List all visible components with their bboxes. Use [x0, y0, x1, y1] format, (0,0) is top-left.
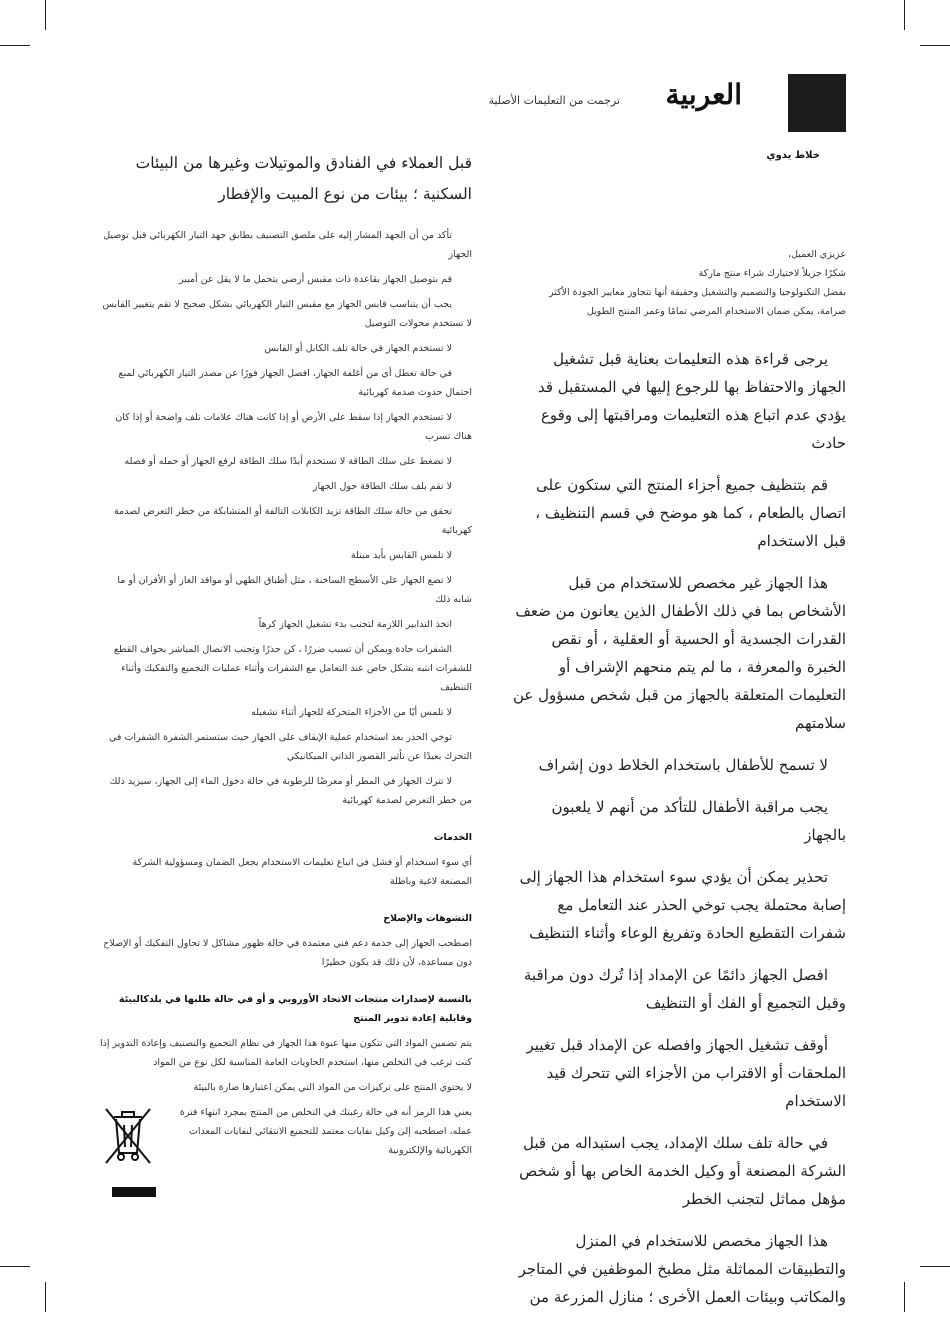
right-column	[512, 345, 846, 1325]
intro-block	[520, 245, 846, 321]
quality-statement: بفضل التكنولوجيا والتصميم والتشغيل وحقيقة أنها تتجاوز معايير الجودة الأكثر صرامة، يمكن ضمان الاستخدام المرضي تمامًا وعمر المنتج الطويل	[548, 287, 846, 317]
safety-item: لا تستخدم الجهاز في حالة تلف الكابل أو القابس	[264, 343, 452, 354]
crop-mark	[920, 1266, 950, 1267]
translation-note: ترجمت من التعليمات الأصلية	[488, 94, 620, 107]
repairs-text: اصطحب الجهاز إلى خدمة دعم فني معتمدة في حالة ظهور مشاكل لا تحاول التفكيك أو الإصلاح دون مساعدة، لأن ذلك قد يكون خطيرًا	[103, 938, 472, 968]
product-name: خلاط يدوي	[766, 150, 820, 161]
paragraph: قم بتنظيف جميع أجزاء المنتج التي ستكون على اتصال بالطعام ، كما هو موضح في قسم التنظيف ، قبل الاستخدام	[535, 476, 846, 550]
thanks-line: شكرًا جزيلاً لاختيارك شراء منتج ماركة	[698, 268, 846, 279]
safety-item: لا تترك الجهاز في المطر أو معرضًا للرطوبة في حالة دخول الماء إلى الجهاز، سيزيد ذلك من خطر التعرض لصدمة كهربائية	[109, 776, 472, 806]
crop-mark	[904, 0, 905, 30]
safety-item: لا تضغط على سلك الطاقة لا تستخدم أبدًا سلك الطاقة لرفع الجهاز أو حمله أو فصله	[124, 456, 452, 467]
weee-bar	[112, 1187, 156, 1197]
safety-item: توخي الحذر بعد استخدام عملية الإيقاف على الجهاز حيث ستستمر الشفرة الشفرات في التحرك بعيدًا عن تأثير القصور الذاتي الميكانيكي	[108, 732, 472, 762]
safety-item: اتخذ التدابير اللازمة لتجنب بدء تشغيل الجهاز كرهاً	[258, 619, 452, 630]
crop-mark	[920, 45, 950, 46]
eu-recycling-text: يتم تضمين المواد التي تتكون منها عبوة هذا الجهاز في نظام التجميع والتصنيف وإعادة التدوير إذا كنت ترغب في التخلص منها، استخدم الحاويات العامة المناسبة لكل نوع من المواد	[100, 1038, 472, 1068]
continued-heading: قبل العملاء في الفنادق والموتيلات وغيرها من البيئات السكنية ؛ بيئات من نوع المبيت والإفطار	[135, 154, 472, 203]
paragraph: في حالة تلف سلك الإمداد، يجب استبداله من قبل الشركة المصنعة أو وكيل الخدمة الخاص بها أو شخص مؤهل مماثل لتجنب الخطر	[519, 1134, 846, 1208]
paragraph: هذا الجهاز مخصص للاستخدام في المنزل والتطبيقات المماثلة مثل مطبخ الموظفين في المتاجر والمكاتب وبيئات العمل الأخرى ؛ منازل المزرعة من	[518, 1232, 846, 1306]
safety-item: لا تستخدم الجهاز إذا سقط على الأرض أو إذا كانت هناك علامات تلف واضحة أو إذا كان هناك تسرب	[115, 412, 472, 442]
safety-item: الشفرات حادة ويمكن أن تسبب ضررًا ، كن حذرًا وتجنب الاتصال المباشر بحواف القطع للشفرات انتبه بشكل خاص عند التعامل مع الشفرات وأثناء عمليات التجميع والتفكيك وأثناء التنظيف	[113, 644, 472, 693]
weee-notice	[100, 1103, 472, 1197]
crop-mark	[0, 45, 30, 46]
paragraph: أوقف تشغيل الجهاز وافصله عن الإمداد قبل تغيير الملحقات أو الاقتراب من الأجزاء التي تتحرك قيد الاستخدام	[526, 1036, 846, 1110]
safety-item: تأكد من أن الجهد المشار إليه على ملصق التصنيف يطابق جهد التيار الكهربائي قبل توصيل الجهاز	[103, 230, 472, 260]
safety-item: تحقق من حالة سلك الطاقة تزيد الكابلات التالفة أو المتشابكة من خطر التعرض لصدمة كهربائية	[113, 506, 472, 536]
services-text: أي سوء استخدام أو فشل في اتباع تعليمات الاستخدام يجعل الضمان ومسؤولية الشركة المصنعة لاغية وباطلة	[132, 857, 472, 887]
weee-text: يعني هذا الرمز أنه في حالة رغبتك في التخلص من المنتج بمجرد انتهاء فترة عمله، اصطحبه إلى وكيل نفايات معتمد للتجميع الانتقائي لنفايات المعدات الكهربائية والإلكترونية	[179, 1107, 472, 1156]
crop-mark	[0, 1266, 30, 1267]
safety-item: في حالة تعطل أي من أغلفة الجهاز، افصل الجهاز فورًا عن مصدر التيار الكهربائي لمنع احتمال حدوث صدمة كهربائية	[118, 368, 472, 398]
safety-item: يجب أن يتناسب قابس الجهاز مع مقبس التيار الكهربائي بشكل صحيح لا تقم بتغيير القابس لا تستخدم محولات التوصيل	[102, 299, 472, 329]
safety-item: لا تضع الجهاز على الأسطح الساخنة ، مثل أطباق الطهي أو مواقد الغاز أو الأفران أو ما شابه ذلك	[117, 575, 472, 605]
crop-mark	[45, 1282, 46, 1312]
crossed-out-wheelie-bin-icon	[100, 1105, 156, 1197]
paragraph: لا تسمح للأطفال باستخدام الخلاط دون إشراف	[538, 756, 828, 774]
language-tab-marker	[788, 74, 846, 132]
paragraph: يجب مراقبة الأطفال للتأكد من أنهم لا يلعبون بالجهاز	[551, 798, 846, 844]
paragraph: يرجى قراءة هذه التعليمات بعناية قبل تشغيل الجهاز والاحتفاظ بها للرجوع إليها في المستقبل قد يؤدي عدم اتباع هذه التعليمات ومراقبتها إلى وقوع حادث	[537, 350, 846, 452]
paragraph: تحذير يمكن أن يؤدي سوء استخدام هذا الجهاز إلى إصابة محتملة يجب توخي الحذر عند التعامل مع شفرات التقطيع الحادة وتفريغ الوعاء وأثناء التنظيف	[519, 868, 846, 942]
crop-mark	[904, 1282, 905, 1312]
safety-item: لا تلمس القابس بأيد مبتلة	[350, 550, 452, 561]
crop-mark	[45, 0, 46, 30]
left-column	[100, 148, 472, 1197]
paragraph: هذا الجهاز غير مخصص للاستخدام من قبل الأشخاص بما في ذلك الأطفال الذين يعانون من ضعف القدرات الجسدية أو الحسية أو العقلية ، أو نقص الخبرة والمعرفة ، ما لم يتم منحهم الإشراف أو التعليمات المتعلقة بالجهاز من قبل شخص مسؤول عن سلامتهم	[512, 574, 846, 732]
safety-item: لا تقم بلف سلك الطاقة حول الجهاز	[312, 481, 452, 492]
safety-item: لا تلمس أيًا من الأجزاء المتحركة للجهاز أثناء تشغيله	[251, 707, 452, 718]
safety-item: قم بتوصيل الجهاز بقاعدة ذات مقبس أرضي يتحمل ما لا يقل عن أمبير	[178, 274, 452, 285]
greeting: عزيزي العميل،	[788, 249, 846, 260]
eu-hazard-text: لا يحتوي المنتج على تركيزات من المواد التي يمكن اعتبارها ضارة بالبيئة	[193, 1082, 472, 1093]
repairs-heading: التشوهات والإصلاح	[383, 913, 472, 924]
language-title: العربية	[665, 78, 742, 111]
paragraph: افصل الجهاز دائمًا عن الإمداد إذا تُرك دون مراقبة وقبل التجميع أو الفك أو التنظيف	[523, 966, 846, 1012]
services-heading: الخدمات	[433, 832, 472, 843]
eu-heading: بالنسبة لإصدارات منتجات الاتحاد الأوروبي و أو في حالة طلبها في بلدكالبيئة وقابلية إعادة تدوير المنتج	[118, 994, 472, 1024]
